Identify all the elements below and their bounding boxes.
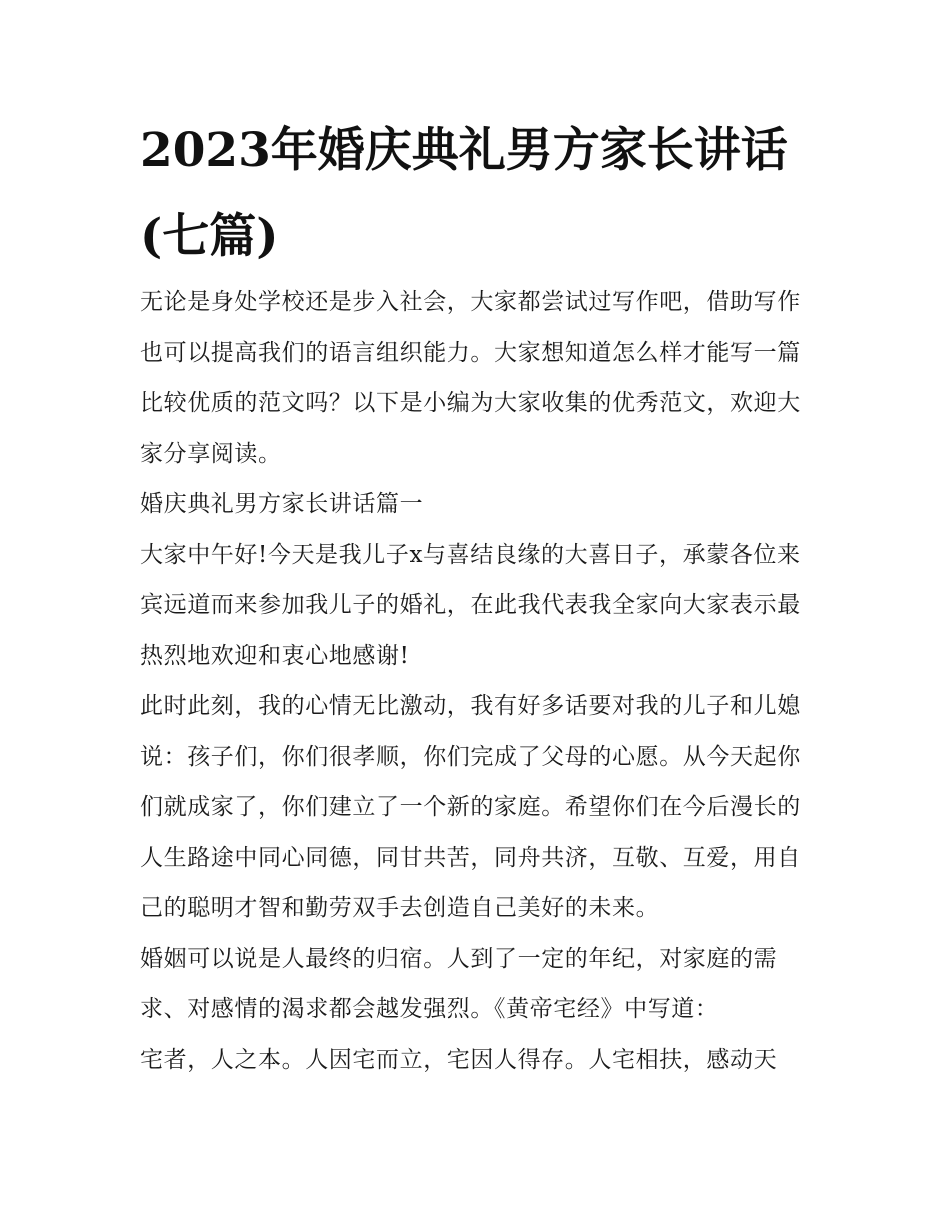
body-paragraph: 宅者，人之本。人因宅而立，宅因人得存。人宅相扶，感动天 (140, 1046, 778, 1073)
document-body (140, 277, 820, 1085)
body-paragraph: 婚姻可以说是人最终的归宿。人到了一定的年纪，对家庭的需求、对感情的渴求都会越发强烈。《黄帝宅经》中写道： (140, 945, 778, 1022)
body-paragraph: 大家中午好!今天是我儿子x与喜结良缘的大喜日子，承蒙各位来宾远道而来参加我儿子的婚礼，在此我代表我全家向大家表示最热烈地欢迎和衷心地感谢! (140, 541, 801, 669)
intro-paragraph: 无论是身处学校还是步入社会，大家都尝试过写作吧，借助写作也可以提高我们的语言组织能力。大家想知道怎么样才能写一篇比较优质的范文吗？以下是小编为大家收集的优秀范文，欢迎大家分享阅读。 (140, 289, 801, 467)
section-heading: 婚庆典礼男方家长讲话篇一 (140, 491, 424, 517)
document-title: 2023年婚庆典礼男方家长讲话(七篇) (140, 123, 788, 264)
body-paragraph: 此时此刻，我的心情无比激动，我有好多话要对我的儿子和儿媳说：孩子们，你们很孝顺，你们完成了父母的心愿。从今天起你们就成家了，你们建立了一个新的家庭。希望你们在今后漫长的人生路途中同心同德，同甘共苦，同舟共济，互敬、互爱，用自己的聪明才智和勤劳双手去创造自己美好的未来。 (140, 693, 801, 921)
